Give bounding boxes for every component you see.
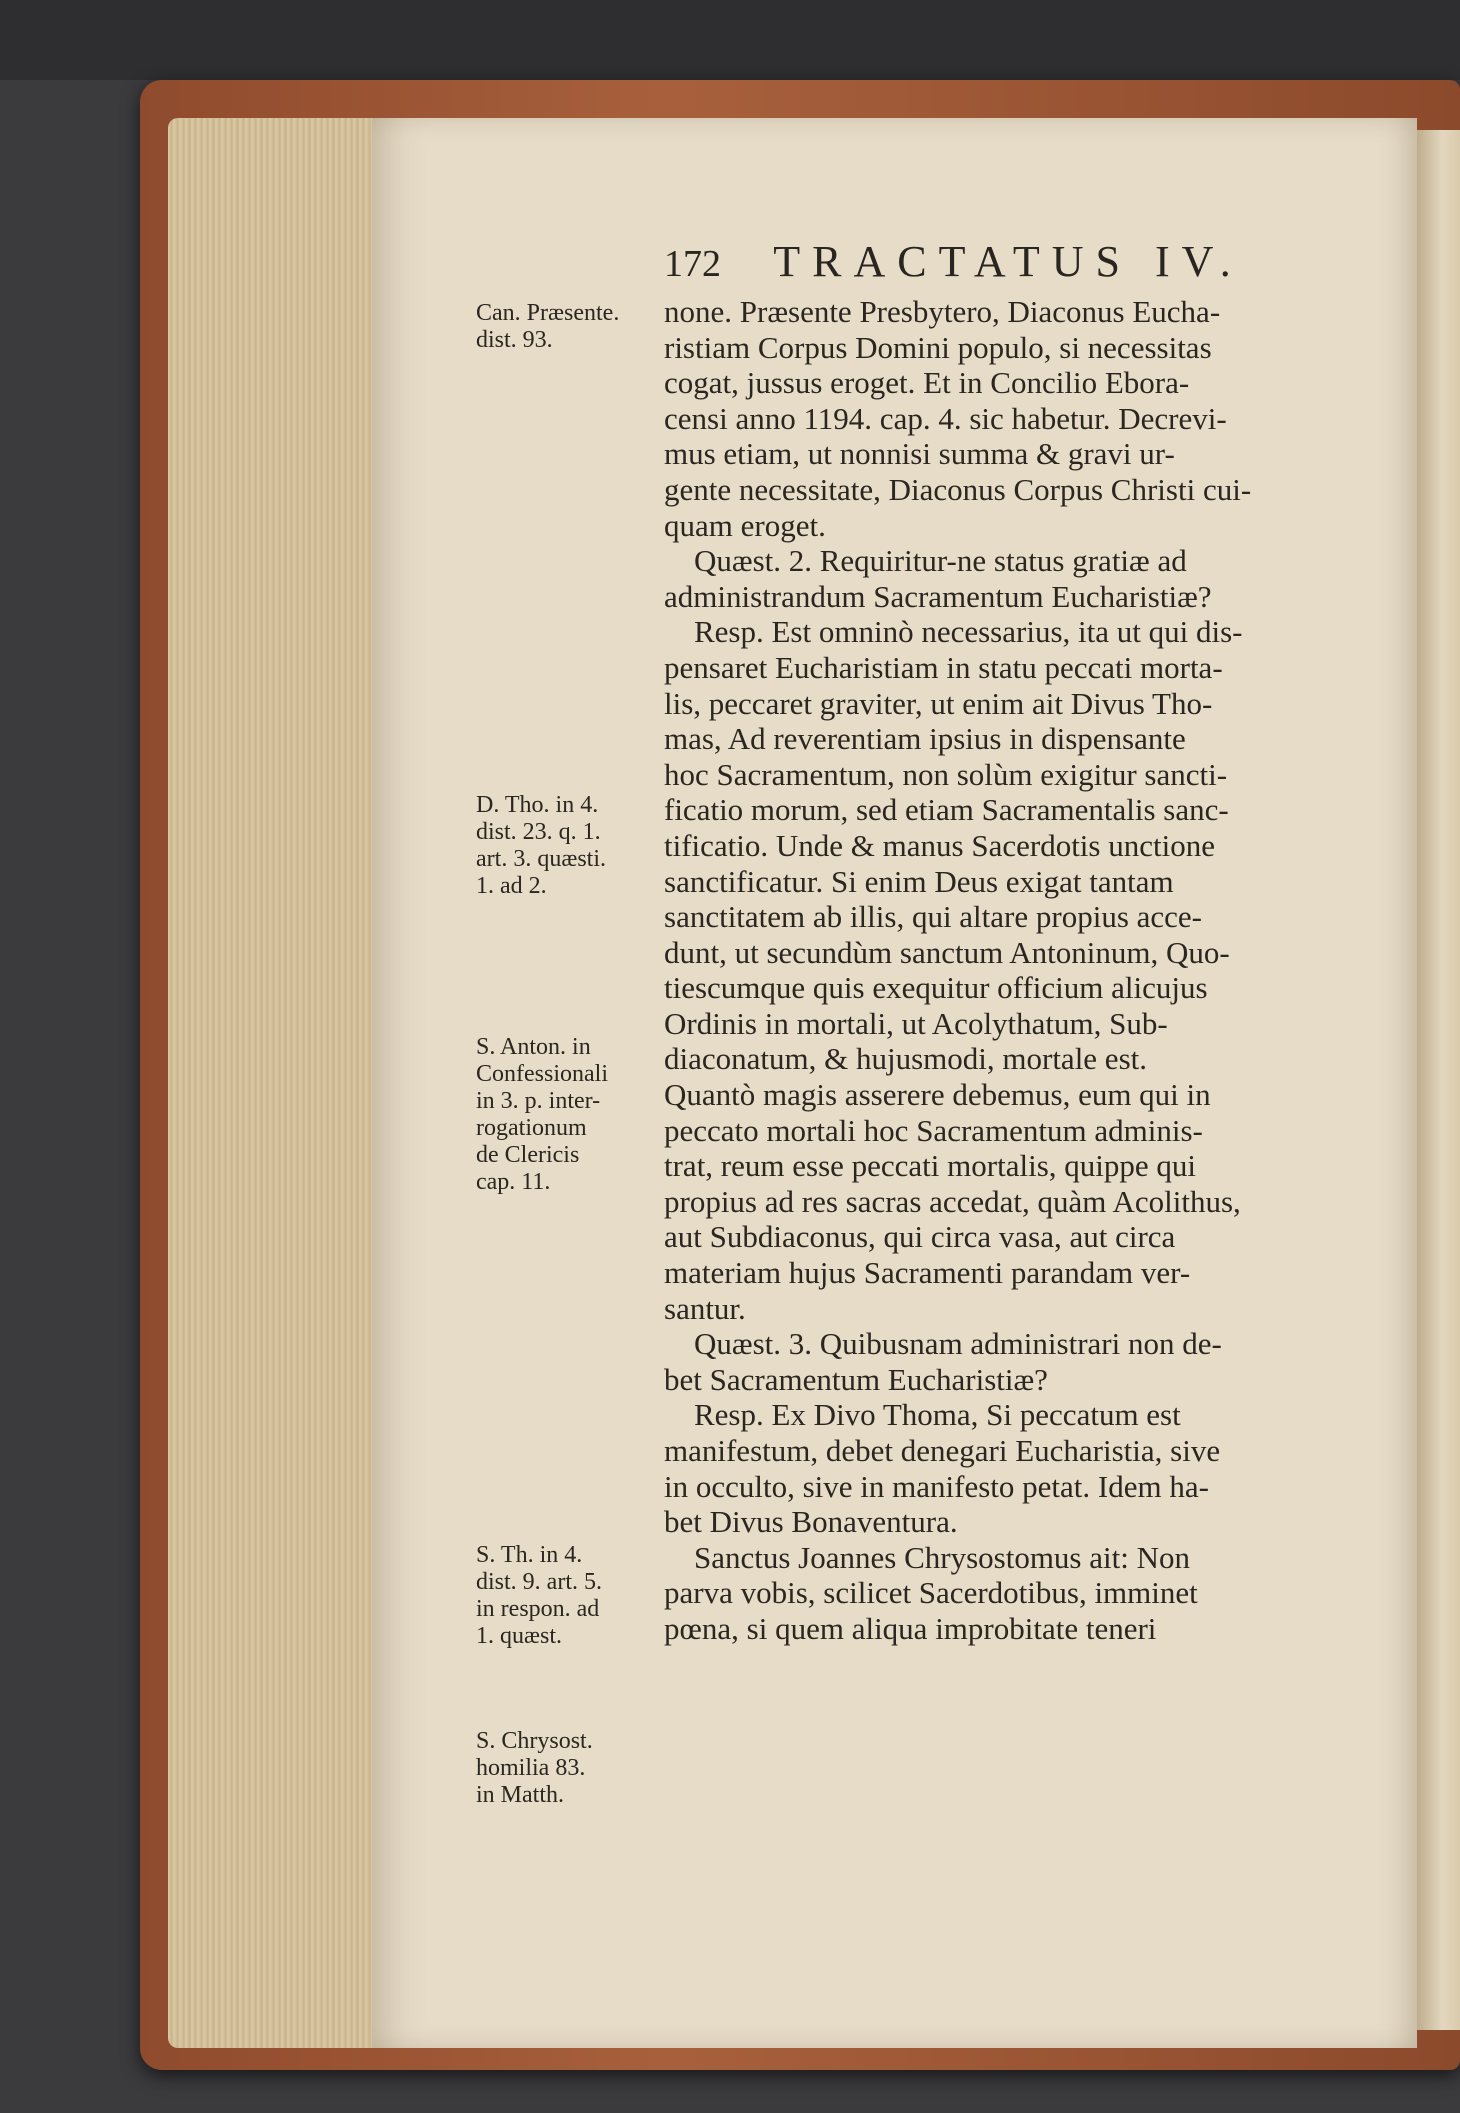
margin-note-line: in 3. p. inter-	[476, 1088, 601, 1114]
text-line: Ordinis in mortali, ut Acolythatum, Sub-	[664, 1005, 1168, 1041]
margin-note-line: S. Chrysost.	[476, 1728, 593, 1754]
text-line: pœna, si quem aliqua improbitate teneri	[664, 1610, 1157, 1646]
text-line: aut Subdiaconus, qui circa vasa, aut circa	[664, 1219, 1176, 1255]
margin-note-canon	[476, 300, 661, 354]
text-line: manifestum, debet denegari Eucharistia, sive	[664, 1433, 1221, 1468]
margin-note-line: in Matth.	[476, 1782, 564, 1808]
margin-note-line: Confessionali	[476, 1061, 608, 1087]
text-line: bet Divus Bonaventura.	[664, 1504, 958, 1540]
text-line: parva vobis, scilicet Sacerdotibus, imminet	[664, 1575, 1198, 1611]
margin-note-line: homilia 83.	[476, 1755, 586, 1781]
text-line: trat, reum esse peccati mortalis, quippe qui	[664, 1148, 1196, 1184]
text-line: Resp. Ex Divo Thoma, Si peccatum est	[694, 1397, 1181, 1433]
margin-note-line: dist. 23. q. 1.	[476, 819, 601, 845]
text-line: dunt, ut secundùm sanctum Antoninum, Quo-	[664, 934, 1230, 970]
text-line: tificatio. Unde & manus Sacerdotis unctione	[664, 827, 1215, 863]
text-line: administrandum Sacramentum Eucharistiæ?	[664, 578, 1212, 614]
margin-note-line: 1. ad 2.	[476, 873, 547, 899]
text-line: Sanctus Joannes Chrysostomus ait: Non	[694, 1539, 1190, 1575]
text-line: censi anno 1194. cap. 4. sic habetur. Decrevi-	[664, 400, 1227, 436]
text-line: ficatio morum, sed etiam Sacramentalis sanc-	[664, 792, 1229, 828]
text-line: hoc Sacramentum, non solùm exigitur sancti-	[664, 756, 1228, 792]
text-line: sanctitatem ab illis, qui altare propius acce-	[664, 899, 1202, 935]
text-line: Quantò magis asserere debemus, eum qui in	[664, 1077, 1211, 1113]
text-line: ristiam Corpus Domini populo, si necessitas	[664, 329, 1212, 365]
table-background	[0, 0, 1460, 80]
text-line: diaconatum, & hujusmodi, mortale est.	[664, 1041, 1147, 1077]
text-line: mas, Ad reverentiam ipsius in dispensante	[664, 721, 1186, 757]
margin-note-thomas	[476, 792, 661, 900]
page-edges	[168, 118, 378, 2048]
margin-note-line: S. Th. in 4.	[476, 1542, 583, 1568]
text-line: Resp. Est omninò necessarius, ita ut qui dis-	[694, 614, 1243, 650]
text-line: Quæst. 3. Quibusnam administrari non de-	[694, 1326, 1222, 1362]
text-line: gente necessitate, Diaconus Corpus Christi cui-	[664, 471, 1252, 507]
margin-note-thomas-2	[476, 1542, 661, 1650]
margin-note-chrysostom	[476, 1728, 661, 1809]
text-line: in occulto, sive in manifesto petat. Idem ha-	[664, 1468, 1209, 1504]
running-header	[664, 236, 1364, 290]
text-line: cogat, jussus eroget. Et in Concilio Ebora-	[664, 365, 1190, 401]
margin-note-line: D. Tho. in 4.	[476, 792, 599, 818]
text-line: mus etiam, ut nonnisi summa & gravi ur-	[664, 436, 1175, 472]
margin-note-line: Can. Præsente.	[476, 300, 620, 326]
margin-note-line: art. 3. quæsti.	[476, 846, 606, 872]
margin-note-line: rogationum	[476, 1115, 587, 1141]
text-line: sanctificatur. Si enim Deus exigat tantam	[664, 863, 1174, 899]
text-line: pensaret Eucharistiam in statu peccati morta-	[664, 649, 1223, 685]
margin-note-line: S. Anton. in	[476, 1034, 591, 1060]
text-line: tiescumque quis exequitur officium alicujus	[664, 970, 1208, 1006]
main-text-block	[664, 294, 1344, 1647]
adjacent-page-edge	[1417, 130, 1460, 2030]
page-number: 172	[664, 243, 721, 285]
margin-note-line: in respon. ad	[476, 1596, 600, 1622]
margin-note-line: dist. 93.	[476, 327, 553, 353]
text-line: bet Sacramentum Eucharistiæ?	[664, 1361, 1048, 1397]
text-line: none. Præsente Presbytero, Diaconus Eucha-	[664, 294, 1221, 329]
margin-note-line: cap. 11.	[476, 1169, 551, 1195]
margin-note-line: dist. 9. art. 5.	[476, 1569, 602, 1595]
text-line: lis, peccaret graviter, ut enim ait Divus Tho-	[664, 685, 1213, 721]
text-line: peccato mortali hoc Sacramentum adminis-	[664, 1112, 1203, 1148]
text-line: materiam hujus Sacramenti parandam ver-	[664, 1255, 1191, 1291]
text-line: propius ad res sacras accedat, quàm Acolithus,	[664, 1183, 1241, 1219]
margin-note-antoninus	[476, 1034, 661, 1196]
margin-note-line: de Clericis	[476, 1142, 580, 1168]
running-title: TRACTATUS IV.	[773, 237, 1243, 286]
text-line: quam eroget.	[664, 507, 826, 543]
text-line: santur.	[664, 1290, 746, 1326]
margin-note-line: 1. quæst.	[476, 1623, 563, 1649]
text-line: Quæst. 2. Requiritur-ne status gratiæ ad	[694, 543, 1187, 579]
